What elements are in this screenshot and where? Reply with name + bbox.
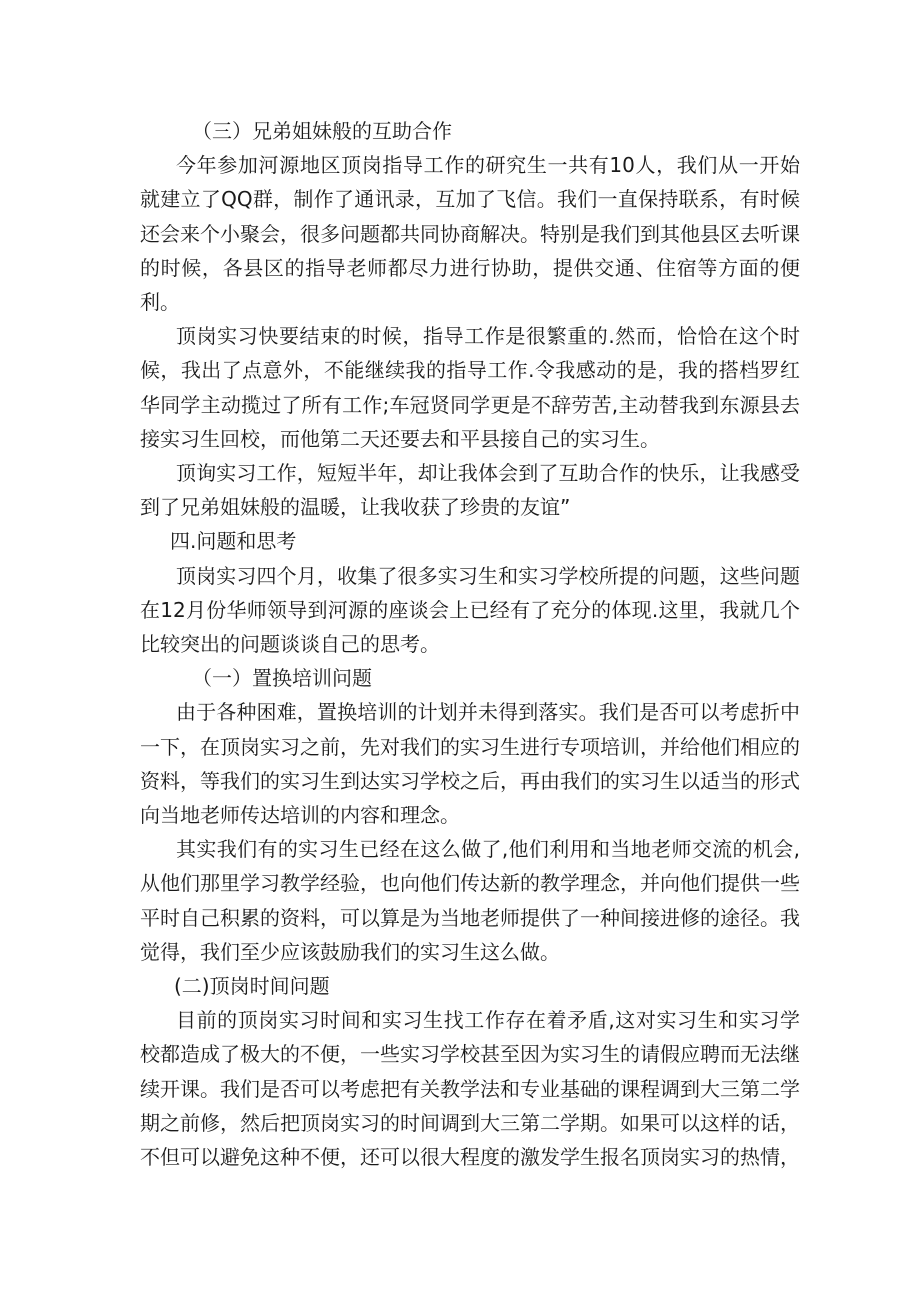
section-heading-training: （一）置换培训问题 <box>192 666 372 691</box>
paragraph-timing-proposal: 目前的顶岗实习时间和实习生找工作存在着矛盾,这对实习生和实习学校都造成了极大的不便，一些实习学校甚至因为实习生的请假应聘而无法继续开课。我们是否可以考虑把有关教学法和专业基础的课程调到大三第二学期之前修，然后把顶岗实习的时间调到大三第二学期。如果可以这样的话，不但可以避免这种不便，还可以很大程度的激发学生报名顶岗实习的热情， <box>140 1008 800 1170</box>
paragraph-training-proposal: 由于各种困难，置换培训的计划并未得到落实。我们是否可以考虑折中一下，在顶岗实习之前，先对我们的实习生进行专项培训，并给他们相应的资料，等我们的实习生到达实习学校之后，再由我们的实习生以适当的形式向当地老师传达培训的内容和理念。 <box>140 700 800 828</box>
section-heading-problems: 四.问题和思考 <box>170 529 297 554</box>
section-heading-mutual-help: （三）兄弟姐妹般的互助合作 <box>192 119 452 143</box>
paragraph-problems-intro: 顶岗实习四个月，收集了很多实习生和实习学校所提的问题，这些问题在12月份华师领导到河源的座谈会上已经有了充分的体现.这里，我就几个比较突出的问题谈谈自己的思考。 <box>140 563 800 657</box>
paragraph-training-practice: 其实我们有的实习生已经在这么做了,他们利用和当地老师交流的机会,从他们那里学习教学经验，也向他们传达新的教学理念，并向他们提供一些平时自己积累的资料，可以算是为当地老师提供了一种间接进修的途径。我觉得，我们至少应该鼓励我们的实习生这么做。 <box>140 837 800 964</box>
section-heading-timing: (二)顶岗时间问题 <box>174 974 330 999</box>
paragraph-internship-reflection: 顶询实习工作，短短半年，却让我体会到了互助合作的快乐，让我感受到了兄弟姐妹般的温暖，让我收获了珍贵的友谊” <box>140 461 800 520</box>
document-body <box>140 114 800 1174</box>
paragraph-team-contact: 今年参加河源地区顶岗指导工作的研究生一共有10人，我们从一开始就建立了QQ群，制作了通讯录，互加了飞信。我们一直保持联系，有时候还会来个小聚会，很多问题都共同协商解决。特别是我们到其他县区去听课的时候，各县区的指导老师都尽力进行协助，提供交通、住宿等方面的便利。 <box>140 153 800 315</box>
paragraph-partner-support: 顶岗实习快要结束的时候，指导工作是很繁重的.然而，恰恰在这个时候，我出了点意外，不能继续我的指导工作.令我感动的是，我的搭档罗红华同学主动揽过了所有工作;车冠贤同学更是不辞劳苦,主动替我到东源县去接实习生回校，而他第二天还要去和平县接自己的实习生。 <box>140 324 800 451</box>
